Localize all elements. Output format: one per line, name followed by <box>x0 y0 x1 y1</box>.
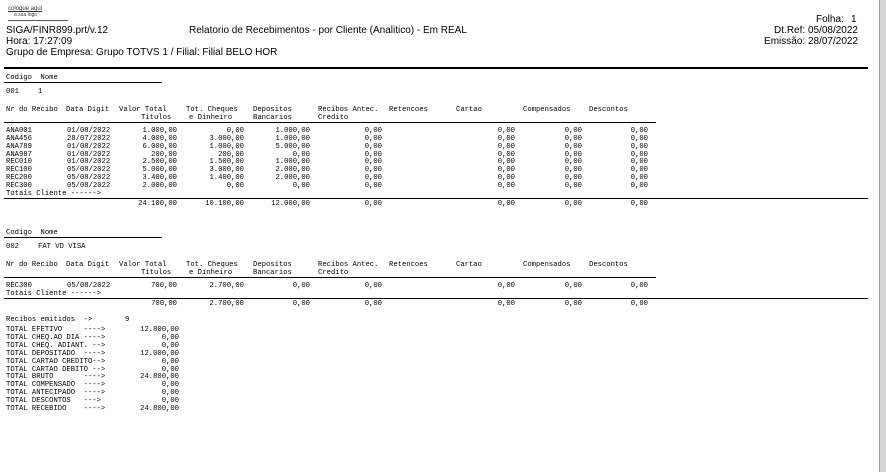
summary-label: TOTAL CHEQ.AO DIA ----> <box>6 333 106 342</box>
column-header: Data Digit <box>66 261 110 269</box>
receipt-value: 0,00 <box>564 182 582 191</box>
receipt-date: 05/08/2022 <box>67 174 111 183</box>
column-subheader: Credito <box>318 268 349 277</box>
receipt-value: 0,00 <box>364 166 382 175</box>
client-header-rule <box>4 82 162 83</box>
column-header: Descontos <box>589 106 628 114</box>
column-subheader: Credito <box>318 113 349 122</box>
receipt-number: ANA001 <box>6 126 32 135</box>
receipt-value: 0,00 <box>630 126 648 135</box>
receipt-value: 0,00 <box>497 126 515 135</box>
client-name: 1 <box>38 88 43 96</box>
column-header: Recibos Antec. <box>318 261 379 269</box>
receipt-value: 0,00 <box>364 174 382 183</box>
receipts-emitted-label: Recibos emitidos -> <box>6 316 93 324</box>
summary-value: 0,00 <box>161 357 179 366</box>
client-total-value: 0,00 <box>292 299 310 308</box>
receipt-number: REC200 <box>6 174 32 183</box>
column-header: Tot. Cheques <box>186 106 238 114</box>
receipt-value: 0,00 <box>364 281 382 290</box>
receipt-value: 0,00 <box>497 174 515 183</box>
receipt-value: 2.000,00 <box>275 166 310 175</box>
summary-label: TOTAL CARTAO CREDITO--> <box>6 357 106 366</box>
company-group: Grupo de Empresa: Grupo TOTVS 1 / Filial: Filial BELO HOR <box>6 47 278 58</box>
receipt-value: 1.000,00 <box>275 134 310 143</box>
client-totals-rule <box>4 298 868 299</box>
receipt-date: 01/08/2022 <box>67 150 111 159</box>
column-header: Depositos <box>253 261 292 269</box>
summary-label: TOTAL RECEBIDO ----> <box>6 405 106 413</box>
receipt-value: 4.000,00 <box>142 134 177 143</box>
client-name: FAT VD VISA <box>38 243 86 251</box>
column-header: Valor Total <box>119 261 167 269</box>
receipt-value: 0,00 <box>292 182 310 191</box>
receipt-value: 5.000,00 <box>275 142 310 151</box>
receipt-value: 1.400,00 <box>209 174 244 183</box>
header-divider <box>4 67 868 69</box>
receipt-value: 0,00 <box>630 182 648 191</box>
column-header: Valor Total <box>119 106 167 114</box>
column-header: Compensados <box>523 106 571 114</box>
summary-value: 0,00 <box>161 389 179 398</box>
receipt-value: 0,00 <box>226 182 244 191</box>
summary-value: 0,00 <box>161 381 179 390</box>
client-total-value: 0,00 <box>497 299 515 308</box>
summary-value: 24.800,00 <box>140 405 179 413</box>
receipt-value: 2.500,00 <box>142 158 177 167</box>
summary-value: 0,00 <box>161 397 179 406</box>
reference-date: Dt.Ref: 05/08/2022 <box>774 25 858 36</box>
receipt-value: 200,00 <box>218 150 244 159</box>
client-total-value: 0,00 <box>630 200 648 208</box>
column-subheader: Titulos <box>141 113 172 122</box>
receipt-value: 0,00 <box>630 158 648 167</box>
receipt-number: ANA987 <box>6 150 32 159</box>
client-totals-rule <box>4 198 868 199</box>
client-total-value: 2.700,00 <box>209 299 244 308</box>
client-code-header: Codigo Nome <box>6 229 58 237</box>
vertical-scrollbar[interactable] <box>879 0 886 472</box>
receipt-date: 05/08/2022 <box>67 182 111 191</box>
receipt-value: 0,00 <box>630 142 648 151</box>
column-header: Nr do Recibo <box>6 106 58 114</box>
receipt-value: 0,00 <box>630 166 648 175</box>
receipt-value: 0,00 <box>630 150 648 159</box>
receipt-value: 1.000,00 <box>142 126 177 135</box>
summary-label: TOTAL DEPOSITADO ----> <box>6 349 106 358</box>
receipt-value: 0,00 <box>564 150 582 159</box>
receipt-date: 01/08/2022 <box>67 126 111 135</box>
receipt-value: 0,00 <box>497 182 515 191</box>
receipt-value: 3.000,00 <box>209 166 244 175</box>
receipt-value: 6.000,00 <box>142 142 177 151</box>
summary-label: TOTAL DESCONTOS ---> <box>6 397 101 406</box>
column-header: Nr do Recibo <box>6 261 58 269</box>
column-header: Recibos Antec. <box>318 106 379 114</box>
client-total-value: 12.000,00 <box>271 200 310 208</box>
receipt-value: 0,00 <box>364 158 382 167</box>
summary-value: 0,00 <box>161 333 179 342</box>
receipt-value: 1.000,00 <box>209 142 244 151</box>
client-total-value: 10.100,00 <box>205 200 244 208</box>
receipt-value: 0,00 <box>364 142 382 151</box>
summary-value: 12.000,00 <box>140 349 179 358</box>
receipt-number: REC300 <box>6 281 32 290</box>
summary-label: TOTAL EFETIVO ----> <box>6 326 106 334</box>
summary-value: 24.800,00 <box>140 373 179 382</box>
column-subheader: e Dinheiro <box>189 113 233 122</box>
column-header: Data Digit <box>66 106 110 114</box>
client-code: 002 <box>6 243 19 251</box>
receipt-value: 0,00 <box>564 134 582 143</box>
receipts-emitted-count: 9 <box>125 316 130 324</box>
page-label: Folha: <box>816 14 844 25</box>
receipt-date: 01/08/2022 <box>67 158 111 167</box>
receipt-value: 0,00 <box>564 126 582 135</box>
receipt-value: 0,00 <box>497 166 515 175</box>
receipt-date: 28/07/2022 <box>67 134 111 143</box>
client-total-value: 700,00 <box>151 299 177 308</box>
column-header: Cartao <box>456 106 482 114</box>
receipt-value: 200,00 <box>151 150 177 159</box>
receipt-value: 2.700,00 <box>209 281 244 290</box>
summary-value: 12.800,00 <box>140 326 179 334</box>
client-total-value: 24.100,00 <box>138 200 177 208</box>
column-header: Retencoes <box>389 106 428 114</box>
receipt-value: 0,00 <box>564 166 582 175</box>
column-subheader: e Dinheiro <box>189 268 233 277</box>
receipt-value: 5.000,00 <box>142 166 177 175</box>
receipt-number: REC100 <box>6 166 32 175</box>
receipt-value: 0,00 <box>292 150 310 159</box>
receipt-value: 700,00 <box>151 281 177 290</box>
receipt-date: 01/08/2022 <box>67 142 111 151</box>
receipt-value: 0,00 <box>497 281 515 290</box>
receipt-value: 0,00 <box>364 150 382 159</box>
summary-label: TOTAL ANTECIPADO ----> <box>6 389 106 398</box>
receipt-value: 0,00 <box>564 281 582 290</box>
column-header: Retencoes <box>389 261 428 269</box>
column-subheader: Titulos <box>141 268 172 277</box>
client-total-value: 0,00 <box>564 200 582 208</box>
receipt-value: 1.000,00 <box>275 126 310 135</box>
column-header: Compensados <box>523 261 571 269</box>
receipt-number: REC010 <box>6 158 32 167</box>
receipt-number: ANA789 <box>6 142 32 151</box>
summary-label: TOTAL CHEQ. ADIANT. --> <box>6 341 106 350</box>
logo-line-2: a sua logo <box>14 12 38 18</box>
receipt-value: 1.500,00 <box>209 158 244 167</box>
column-subheader: Bancarios <box>253 113 292 122</box>
receipt-value: 0,00 <box>497 158 515 167</box>
client-totals-label: Totais Cliente ------> <box>6 289 101 298</box>
receipt-date: 05/08/2022 <box>67 281 111 290</box>
report-title: Relatorio de Recebimentos - por Cliente (Analitico) - Em REAL <box>189 25 467 36</box>
client-totals-label: Totais Cliente ------> <box>6 190 101 198</box>
receipt-date: 05/08/2022 <box>67 166 111 175</box>
report-time: Hora: 17:27:09 <box>6 36 73 47</box>
summary-value: 0,00 <box>161 365 179 374</box>
column-header: Tot. Cheques <box>186 261 238 269</box>
receipt-value: 0,00 <box>497 142 515 151</box>
summary-value: 0,00 <box>161 341 179 350</box>
page-number: 1 <box>851 14 857 25</box>
receipt-value: 3.000,00 <box>209 134 244 143</box>
column-header-rule <box>4 122 656 123</box>
receipt-value: 0,00 <box>226 126 244 135</box>
receipt-value: 0,00 <box>497 150 515 159</box>
receipt-value: 0,00 <box>364 126 382 135</box>
client-total-value: 0,00 <box>630 299 648 308</box>
receipt-value: 0,00 <box>630 174 648 183</box>
client-code: 001 <box>6 88 19 96</box>
summary-label: TOTAL COMPENSADO ----> <box>6 381 106 390</box>
client-total-value: 0,00 <box>564 299 582 308</box>
receipt-value: 2.000,00 <box>275 174 310 183</box>
client-header-rule <box>4 237 162 238</box>
summary-label: TOTAL CARTAO DEBITO --> <box>6 365 106 374</box>
issue-date: Emissão: 28/07/2022 <box>764 36 858 47</box>
receipt-value: 0,00 <box>564 158 582 167</box>
receipt-value: 0,00 <box>364 182 382 191</box>
receipt-number: ANA456 <box>6 134 32 143</box>
column-header-rule <box>4 277 656 278</box>
client-total-value: 0,00 <box>364 200 382 208</box>
client-total-value: 0,00 <box>497 200 515 208</box>
column-header: Descontos <box>589 261 628 269</box>
column-subheader: Bancarios <box>253 268 292 277</box>
receipt-value: 0,00 <box>564 174 582 183</box>
receipt-number: REC300 <box>6 182 32 191</box>
receipt-value: 1.000,00 <box>275 158 310 167</box>
receipt-value: 0,00 <box>630 281 648 290</box>
program-id: SIGA/FINR899.prt/v.12 <box>6 25 109 36</box>
logo-line-1: coloque aqui <box>8 6 43 12</box>
summary-label: TOTAL BRUTO ----> <box>6 373 106 382</box>
receipt-value: 0,00 <box>292 281 310 290</box>
client-total-value: 0,00 <box>364 299 382 308</box>
receipt-value: 0,00 <box>630 134 648 143</box>
receipt-value: 2.000,00 <box>142 182 177 191</box>
column-header: Cartao <box>456 261 482 269</box>
receipt-value: 3.400,00 <box>142 174 177 183</box>
client-code-header: Codigo Nome <box>6 74 58 82</box>
company-logo <box>8 6 68 21</box>
column-header: Depositos <box>253 106 292 114</box>
receipt-value: 0,00 <box>364 134 382 143</box>
receipt-value: 0,00 <box>497 134 515 143</box>
receipt-value: 0,00 <box>564 142 582 151</box>
